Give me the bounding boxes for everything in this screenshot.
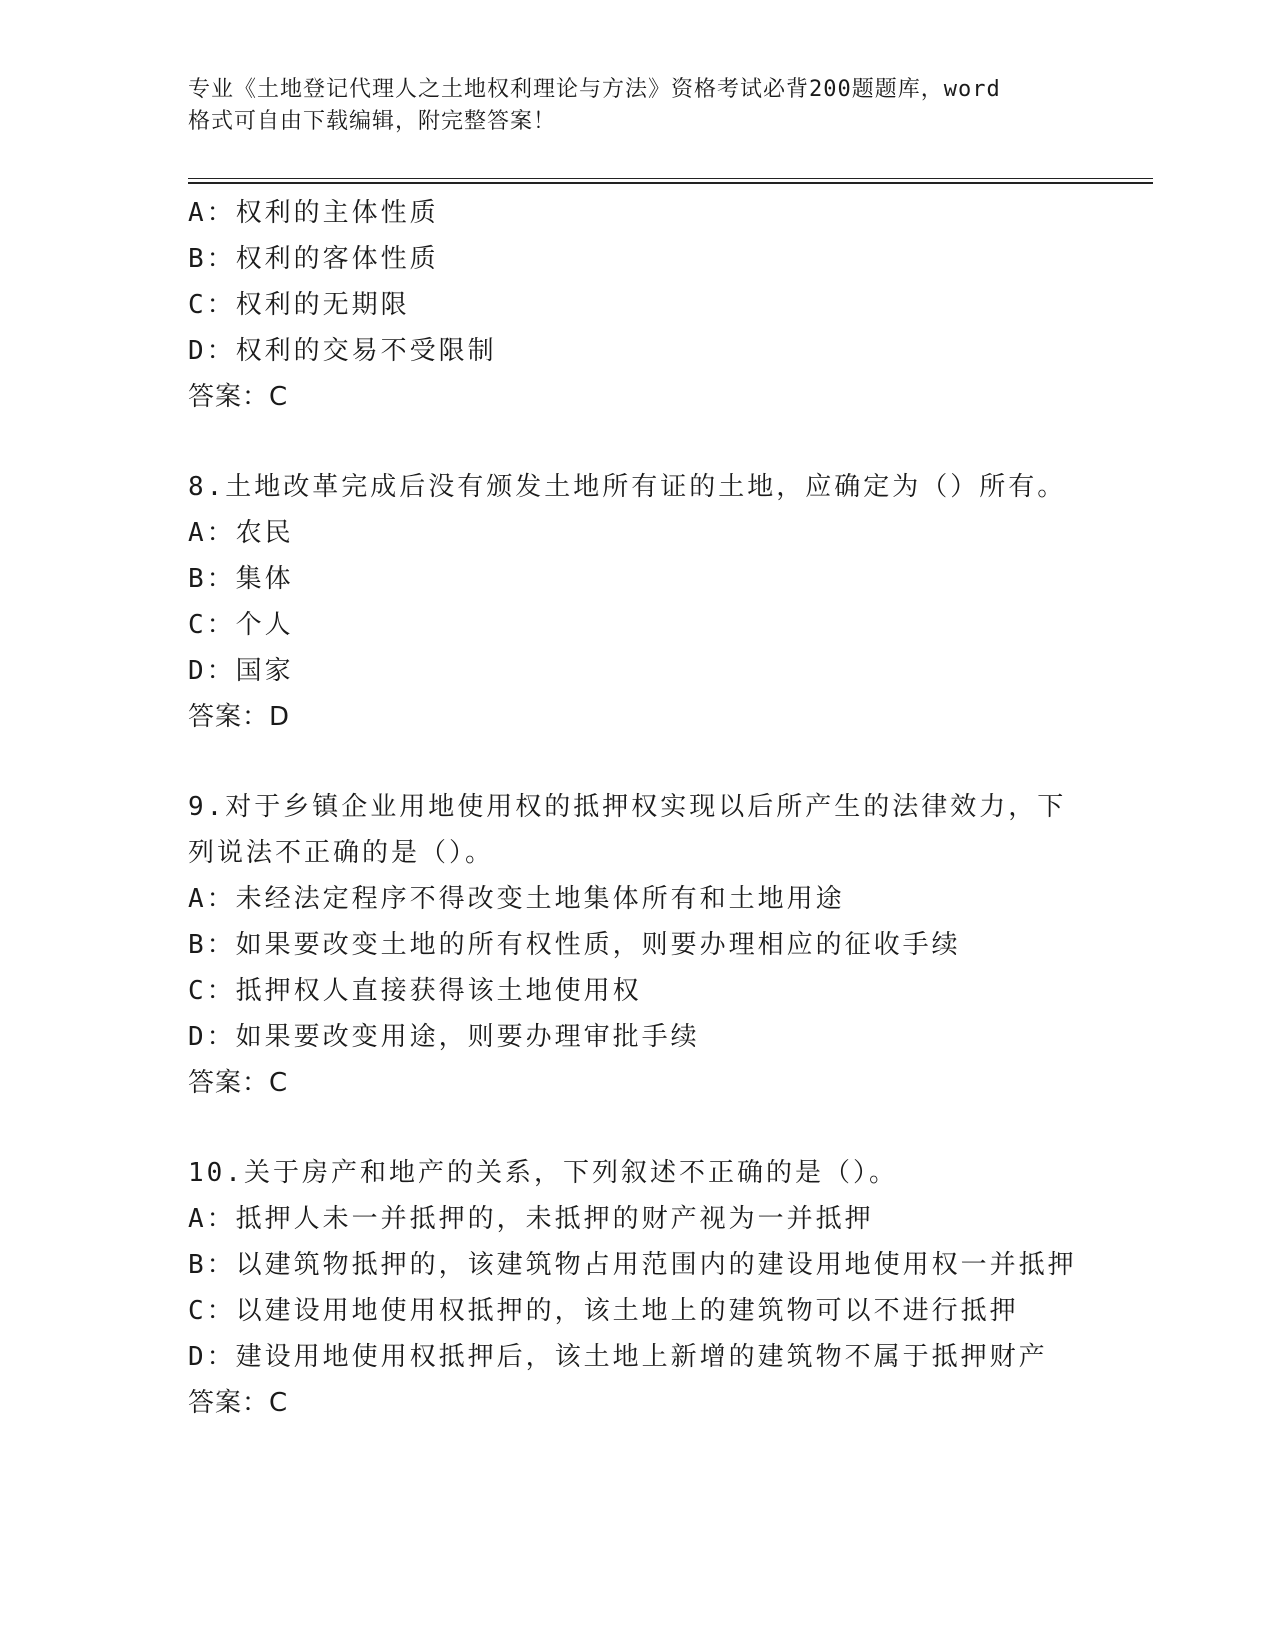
- question-text: 9.对于乡镇企业用地使用权的抵押权实现以后所产生的法律效力，下: [188, 792, 1067, 822]
- question-list: [188, 190, 1088, 1426]
- option-c: C：权利的无期限: [188, 290, 410, 320]
- question-text: 10.关于房产和地产的关系，下列叙述不正确的是（）。: [188, 1158, 898, 1188]
- option-b: B：权利的客体性质: [188, 244, 439, 274]
- answer-line: 答案：C: [188, 382, 289, 412]
- option-c: C：抵押权人直接获得该土地使用权: [188, 976, 642, 1006]
- option-c: C：个人: [188, 610, 294, 640]
- option-d: D：权利的交易不受限制: [188, 336, 497, 366]
- answer-line: 答案：C: [188, 1068, 289, 1098]
- header-line-1: 专业《土地登记代理人之土地权利理论与方法》资格考试必背200题题库，word: [188, 77, 1001, 102]
- question-text: 8.土地改革完成后没有颁发土地所有证的土地，应确定为（）所有。: [188, 472, 1067, 502]
- question-block: [188, 464, 1088, 740]
- option-a: A：未经法定程序不得改变土地集体所有和土地用途: [188, 884, 845, 914]
- option-a: A：农民: [188, 518, 294, 548]
- document-header: [188, 74, 1068, 138]
- question-block: [188, 190, 1088, 420]
- header-divider-thin: [188, 178, 1153, 179]
- option-d: D：如果要改变用途，则要办理审批手续: [188, 1022, 700, 1052]
- option-a: A：抵押人未一并抵押的，未抵押的财产视为一并抵押: [188, 1204, 874, 1234]
- header-divider-thick: [188, 182, 1153, 184]
- option-d: D：建设用地使用权抵押后，该土地上新增的建筑物不属于抵押财产: [188, 1342, 1048, 1372]
- option-b: B：如果要改变土地的所有权性质，则要办理相应的征收手续: [188, 930, 961, 960]
- option-b: B：以建筑物抵押的，该建筑物占用范围内的建设用地使用权一并抵押: [188, 1250, 1077, 1280]
- question-block: [188, 1150, 1088, 1426]
- answer-line: 答案：C: [188, 1388, 289, 1418]
- option-d: D：国家: [188, 656, 294, 686]
- question-block: [188, 784, 1088, 1106]
- option-c: C：以建设用地使用权抵押的，该土地上的建筑物可以不进行抵押: [188, 1296, 1019, 1326]
- option-b: B：集体: [188, 564, 294, 594]
- option-a: A：权利的主体性质: [188, 198, 439, 228]
- answer-line: 答案：D: [188, 702, 291, 732]
- header-line-2: 格式可自由下载编辑，附完整答案！: [188, 109, 557, 134]
- question-text-continued: 列说法不正确的是（）。: [188, 838, 495, 868]
